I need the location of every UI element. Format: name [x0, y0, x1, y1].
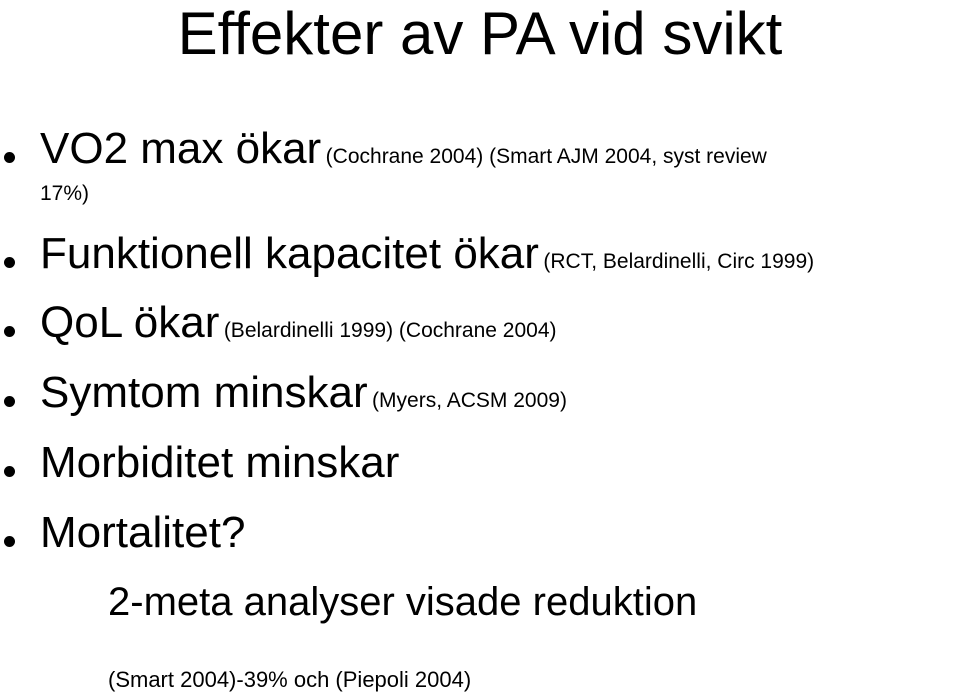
bullet-text	[40, 508, 245, 558]
bullet-main-text: Mortalitet?	[40, 508, 246, 557]
bullet-dot	[4, 257, 15, 268]
bullet-main-text: Funktionell kapacitet ökar	[40, 229, 539, 278]
bullet-text	[40, 124, 767, 174]
bullet-text	[40, 368, 567, 418]
bullet-main-text: VO2 max ökar	[40, 124, 322, 173]
bullet-text	[40, 298, 557, 348]
bullet-dot	[4, 536, 15, 547]
bullet-main-text: Morbiditet minskar	[40, 438, 400, 487]
bullet-dot	[4, 396, 15, 407]
bullet-main-text: QoL ökar	[40, 298, 220, 347]
bullet-reference: (Cochrane 2004) (Smart AJM 2004, syst review	[325, 145, 767, 168]
bullet-dot	[4, 326, 15, 337]
slide-title: Effekter av PA vid svikt	[177, 0, 783, 67]
bullet-reference: (Belardinelli 1999) (Cochrane 2004)	[223, 319, 557, 342]
bullet-reference: (Myers, ACSM 2009)	[372, 389, 567, 412]
bullet-reference: (RCT, Belardinelli, Circ 1999)	[543, 250, 815, 273]
sub-point-main-text: 2-meta analyser visade reduktion	[108, 580, 698, 624]
bullet-main-text: Symtom minskar	[40, 368, 368, 417]
bullet-text	[40, 229, 814, 279]
bullet-reference-continued: 17%)	[40, 182, 90, 205]
sub-point-reference: (Smart 2004)-39% och (Piepoli 2004)	[108, 667, 472, 692]
bullet-text	[40, 438, 399, 488]
bullet-dot	[4, 152, 15, 163]
bullet-dot	[4, 466, 15, 477]
